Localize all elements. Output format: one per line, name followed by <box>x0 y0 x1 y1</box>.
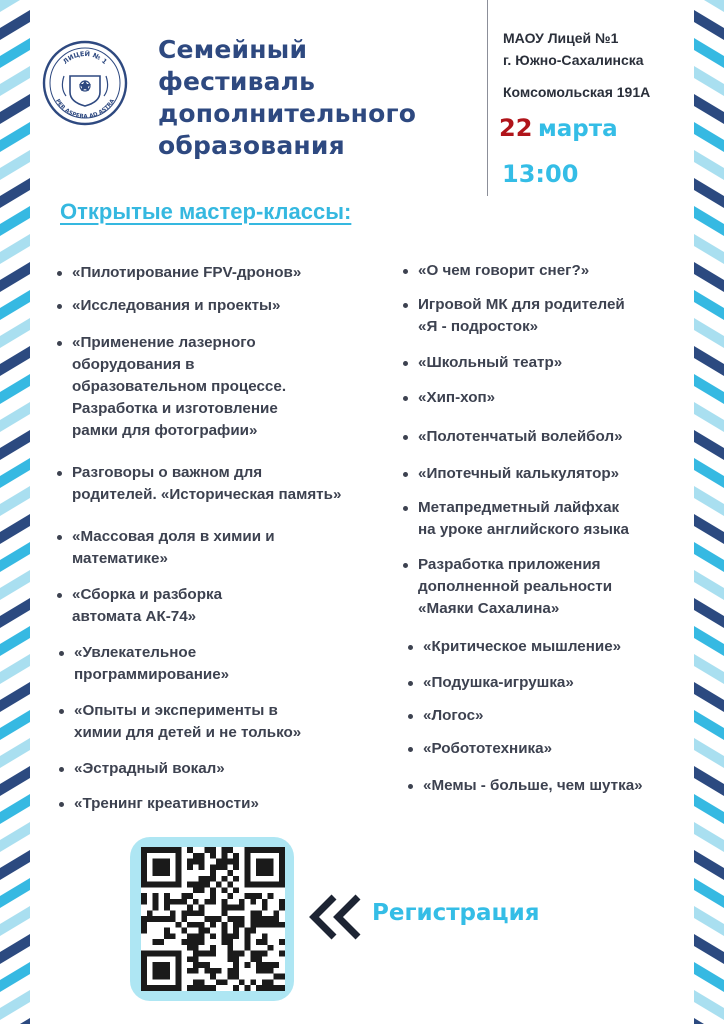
stripe <box>0 38 30 68</box>
bullet-icon <box>403 435 408 440</box>
item-text: «Исследования и проекты» <box>72 297 281 314</box>
stripe <box>694 626 724 656</box>
stripe <box>694 794 724 824</box>
bullet-icon <box>403 269 408 274</box>
stripe <box>694 0 724 12</box>
stripe <box>0 990 30 1020</box>
stripe <box>0 430 30 460</box>
item-text: Разговоры о важном для <box>72 464 263 481</box>
stripe <box>0 10 30 40</box>
workshop-item <box>74 642 229 686</box>
workshop-item <box>72 526 275 570</box>
stripe <box>694 122 724 152</box>
logo-motto: PER ASPERA AD ASTRA <box>53 98 117 121</box>
header-divider <box>487 0 488 196</box>
workshop-item <box>72 584 222 628</box>
stripe <box>694 318 724 348</box>
bullet-icon <box>59 709 64 714</box>
bullet-icon <box>408 784 413 789</box>
bullet-icon <box>403 396 408 401</box>
bullet-icon <box>403 472 408 477</box>
stripe <box>694 290 724 320</box>
section-title: Открытые мастер-классы: <box>60 199 352 224</box>
stripe <box>0 766 30 796</box>
workshop-item <box>423 775 643 797</box>
item-text: на уроке английского языка <box>418 521 629 538</box>
item-text: «Тренинг креативности» <box>74 795 259 812</box>
workshop-item <box>423 738 552 760</box>
bullet-icon <box>403 563 408 568</box>
item-text: «Ипотечный калькулятор» <box>418 465 620 482</box>
bullet-icon <box>408 681 413 686</box>
stripe <box>694 346 724 376</box>
right-stripe-border <box>694 0 724 1024</box>
stripe <box>694 990 724 1020</box>
stripe <box>0 878 30 908</box>
stripe <box>0 962 30 992</box>
stripe <box>0 66 30 96</box>
workshop-item <box>418 352 562 374</box>
stripe <box>694 458 724 488</box>
workshop-item <box>418 387 495 409</box>
stripe <box>694 430 724 460</box>
item-text: «Маяки Сахалина» <box>418 600 560 617</box>
workshop-item <box>423 636 621 658</box>
item-text: «Мемы - больше, чем шутка» <box>423 777 643 794</box>
festival-title <box>158 34 416 162</box>
stripe <box>0 710 30 740</box>
stripe <box>694 766 724 796</box>
item-text: «Логос» <box>423 707 484 724</box>
stripe <box>694 206 724 236</box>
bullet-icon <box>403 303 408 308</box>
item-text: «Подушка-игрушка» <box>423 674 574 691</box>
item-text: рамки для фотографии» <box>72 422 258 439</box>
stripe <box>0 822 30 852</box>
stripe <box>694 654 724 684</box>
stripe <box>694 570 724 600</box>
item-text: Разработка и изготовление <box>72 400 278 417</box>
stripe <box>694 738 724 768</box>
item-text: Игровой МК для родителей <box>418 296 625 313</box>
item-text: Метапредметный лайфхак <box>418 499 620 516</box>
workshop-item <box>72 262 301 284</box>
stripe <box>0 178 30 208</box>
lyceum-logo-icon <box>42 40 128 126</box>
stripe <box>0 934 30 964</box>
stripe <box>0 906 30 936</box>
event-time: 13:00 <box>502 160 579 188</box>
bullet-icon <box>57 271 62 276</box>
bullet-icon <box>57 535 62 540</box>
stripe <box>0 654 30 684</box>
item-text: родителей. «Историческая память» <box>72 486 342 503</box>
stripe <box>694 262 724 292</box>
stripe <box>694 178 724 208</box>
workshop-item <box>418 463 619 485</box>
title-line: образования <box>158 131 345 160</box>
stripe <box>694 598 724 628</box>
stripe <box>0 682 30 712</box>
stripe <box>0 570 30 600</box>
stripe <box>694 94 724 124</box>
stripe <box>0 626 30 656</box>
bullet-icon <box>408 747 413 752</box>
bullet-icon <box>57 341 62 346</box>
stripe <box>694 962 724 992</box>
item-text: «Критическое мышление» <box>423 638 622 655</box>
double-chevron-left-icon <box>306 893 366 941</box>
stripe <box>694 682 724 712</box>
stripe <box>694 514 724 544</box>
stripe <box>0 94 30 124</box>
item-text: «Я - подросток» <box>418 318 539 335</box>
stripe <box>0 346 30 376</box>
item-text: математике» <box>72 550 168 567</box>
stripe <box>0 206 30 236</box>
item-text: «Робототехника» <box>423 740 553 757</box>
bullet-icon <box>57 471 62 476</box>
school-name: МАОУ Лицей №1 <box>503 30 619 46</box>
item-text: химии для детей и не только» <box>74 724 302 741</box>
workshop-item <box>418 260 589 282</box>
stripe <box>694 402 724 432</box>
item-text: «Массовая доля в химии и <box>72 528 275 545</box>
item-text: оборудования в <box>72 356 195 373</box>
stripe <box>0 486 30 516</box>
stripe <box>694 234 724 264</box>
title-line: фестиваль <box>158 67 316 96</box>
stripe <box>694 906 724 936</box>
workshop-item <box>418 497 629 541</box>
item-text: «Применение лазерного <box>72 334 256 351</box>
bullet-icon <box>408 714 413 719</box>
logo-top-text: ЛИЦЕЙ № 1 <box>61 49 109 66</box>
title-line: дополнительного <box>158 99 417 128</box>
item-text: «Увлекательное <box>74 644 197 661</box>
bullet-icon <box>408 645 413 650</box>
stripe <box>694 486 724 516</box>
workshop-item <box>423 705 483 727</box>
workshop-item <box>418 554 612 620</box>
stripe <box>0 1018 30 1024</box>
workshop-item <box>72 332 286 442</box>
bullet-icon <box>403 506 408 511</box>
stripe <box>0 122 30 152</box>
stripe <box>0 150 30 180</box>
date-day: 22 <box>499 114 533 142</box>
stripe <box>0 262 30 292</box>
stripe <box>694 38 724 68</box>
stripe <box>0 850 30 880</box>
workshop-item <box>74 700 301 744</box>
stripe <box>0 514 30 544</box>
stripe <box>0 318 30 348</box>
stripe <box>0 794 30 824</box>
stripe <box>694 822 724 852</box>
bullet-icon <box>57 593 62 598</box>
stripe <box>0 0 30 12</box>
stripe <box>694 1018 724 1024</box>
workshop-item <box>74 793 259 815</box>
bullet-icon <box>403 361 408 366</box>
workshop-item <box>418 294 625 338</box>
stripe <box>0 290 30 320</box>
bullet-icon <box>59 802 64 807</box>
stripe <box>0 374 30 404</box>
title-line: Семейный <box>158 35 308 64</box>
stripe <box>0 458 30 488</box>
school-address: Комсомольская 191А <box>503 84 651 100</box>
workshop-item <box>423 672 574 694</box>
stripe <box>694 66 724 96</box>
stripe <box>694 542 724 572</box>
stripe <box>694 710 724 740</box>
bullet-icon <box>59 651 64 656</box>
event-date <box>499 114 618 142</box>
item-text: «Школьный театр» <box>418 354 563 371</box>
workshop-item <box>74 758 225 780</box>
item-text: «Сборка и разборка <box>72 586 223 603</box>
workshop-item <box>72 462 341 506</box>
stripe <box>694 850 724 880</box>
stripe <box>0 598 30 628</box>
school-city: г. Южно-Сахалинска <box>503 52 644 68</box>
stripe <box>694 10 724 40</box>
stripe <box>0 542 30 572</box>
item-text: «О чем говорит снег?» <box>418 262 590 279</box>
item-text: «Полотенчатый волейбол» <box>418 428 623 445</box>
item-text: Разработка приложения <box>418 556 601 573</box>
stripe <box>0 402 30 432</box>
stripe <box>694 374 724 404</box>
item-text: «Хип-хоп» <box>418 389 496 406</box>
item-text: «Пилотирование FPV-дронов» <box>72 264 302 281</box>
item-text: «Эстрадный вокал» <box>74 760 225 777</box>
stripe <box>694 878 724 908</box>
qr-code-icon[interactable] <box>141 847 285 991</box>
left-stripe-border <box>0 0 30 1024</box>
bullet-icon <box>57 304 62 309</box>
stripe <box>694 934 724 964</box>
item-text: образовательном процессе. <box>72 378 287 395</box>
bullet-icon <box>59 767 64 772</box>
date-month: марта <box>537 116 618 142</box>
workshop-item <box>72 295 280 317</box>
item-text: дополненной реальности <box>418 578 613 595</box>
stripe <box>694 150 724 180</box>
workshop-item <box>418 426 623 448</box>
stripe <box>0 738 30 768</box>
stripe <box>0 234 30 264</box>
registration-link[interactable]: Регистрация <box>372 900 540 926</box>
item-text: программирование» <box>74 666 230 683</box>
item-text: автомата АК-74» <box>72 608 197 625</box>
item-text: «Опыты и эксперименты в <box>74 702 278 719</box>
